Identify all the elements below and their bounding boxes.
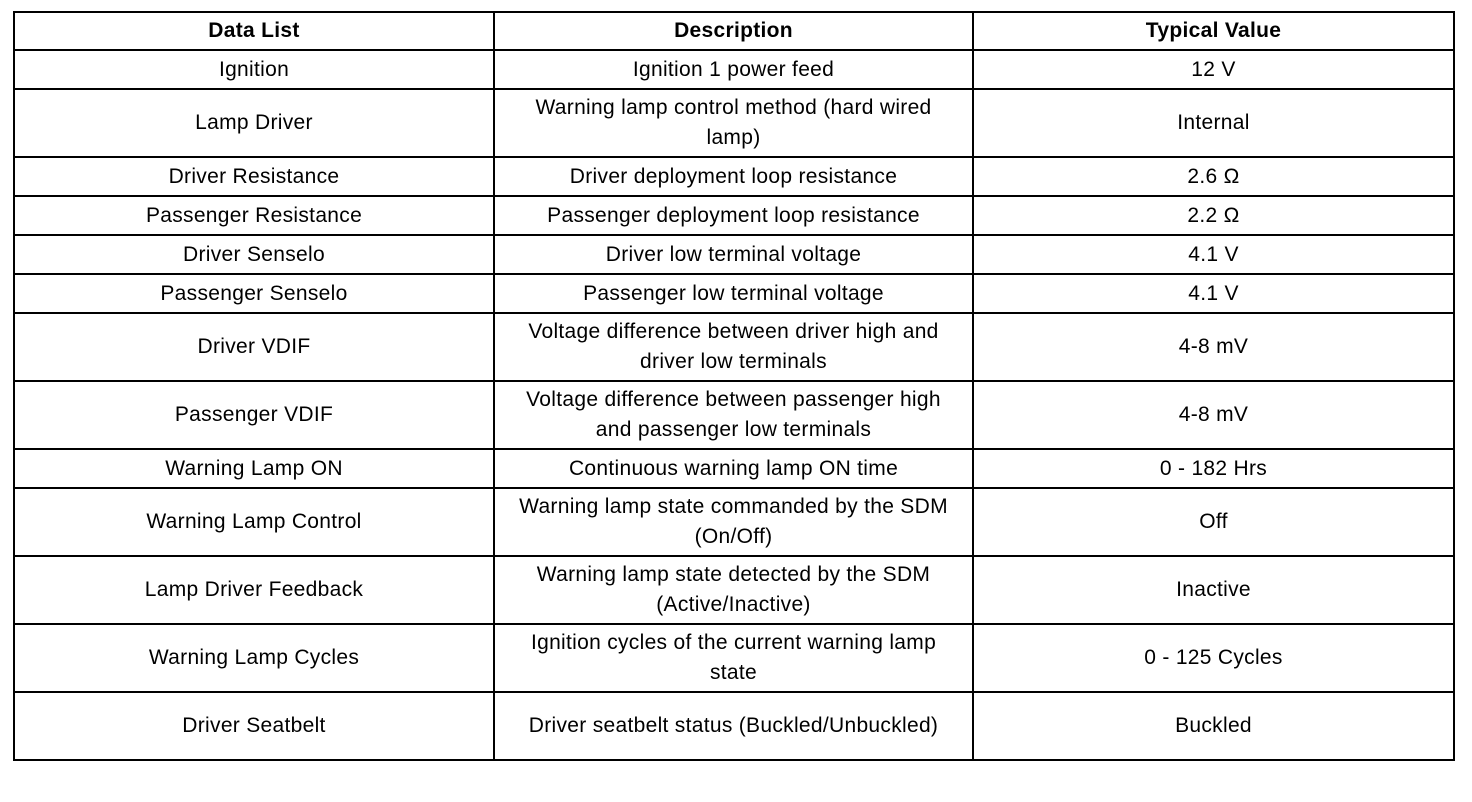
cell-data-list: Warning Lamp Cycles: [14, 624, 494, 692]
table-row: [14, 50, 1454, 89]
header-row: [14, 12, 1454, 50]
cell-typical-value: 4.1 V: [973, 235, 1454, 274]
cell-typical-value: 4-8 mV: [973, 313, 1454, 381]
table-row: [14, 235, 1454, 274]
cell-data-list: Driver Seatbelt: [14, 692, 494, 760]
cell-data-list: Warning Lamp Control: [14, 488, 494, 556]
cell-description: Driver deployment loop resistance: [494, 157, 973, 196]
cell-data-list: Passenger Senselo: [14, 274, 494, 313]
data-list-table: [13, 11, 1455, 761]
table-row: [14, 692, 1454, 760]
cell-data-list: Driver Resistance: [14, 157, 494, 196]
table-row: [14, 556, 1454, 624]
cell-description: Driver low terminal voltage: [494, 235, 973, 274]
cell-data-list: Driver Senselo: [14, 235, 494, 274]
cell-typical-value: Internal: [973, 89, 1454, 157]
cell-typical-value: 4-8 mV: [973, 381, 1454, 449]
cell-description: Passenger low terminal voltage: [494, 274, 973, 313]
cell-data-list: Driver VDIF: [14, 313, 494, 381]
table-row: [14, 274, 1454, 313]
cell-description: Voltage difference between passenger high and passenger low terminals: [494, 381, 973, 449]
table-row: [14, 89, 1454, 157]
cell-description: Voltage difference between driver high and driver low terminals: [494, 313, 973, 381]
header-description: Description: [494, 12, 973, 50]
cell-typical-value: 0 - 125 Cycles: [973, 624, 1454, 692]
cell-typical-value: 12 V: [973, 50, 1454, 89]
cell-typical-value: 2.2 Ω: [973, 196, 1454, 235]
table-row: [14, 381, 1454, 449]
header-typical-value: Typical Value: [973, 12, 1454, 50]
cell-typical-value: 2.6 Ω: [973, 157, 1454, 196]
cell-data-list: Passenger VDIF: [14, 381, 494, 449]
table-row: [14, 449, 1454, 488]
cell-description: Ignition 1 power feed: [494, 50, 973, 89]
cell-description: Warning lamp state commanded by the SDM (On/Off): [494, 488, 973, 556]
table-row: [14, 624, 1454, 692]
table-row: [14, 196, 1454, 235]
cell-typical-value: Buckled: [973, 692, 1454, 760]
header-data-list: Data List: [14, 12, 494, 50]
table-row: [14, 157, 1454, 196]
cell-description: Ignition cycles of the current warning lamp state: [494, 624, 973, 692]
cell-typical-value: Inactive: [973, 556, 1454, 624]
cell-description: Warning lamp state detected by the SDM (Active/Inactive): [494, 556, 973, 624]
cell-typical-value: Off: [973, 488, 1454, 556]
cell-typical-value: 0 - 182 Hrs: [973, 449, 1454, 488]
cell-description: Continuous warning lamp ON time: [494, 449, 973, 488]
table-body: [14, 50, 1454, 760]
table-row: [14, 488, 1454, 556]
table-row: [14, 313, 1454, 381]
cell-data-list: Passenger Resistance: [14, 196, 494, 235]
cell-description: Driver seatbelt status (Buckled/Unbuckled): [494, 692, 973, 760]
cell-description: Passenger deployment loop resistance: [494, 196, 973, 235]
cell-data-list: Ignition: [14, 50, 494, 89]
cell-data-list: Warning Lamp ON: [14, 449, 494, 488]
cell-data-list: Lamp Driver Feedback: [14, 556, 494, 624]
table-header: [14, 12, 1454, 50]
cell-data-list: Lamp Driver: [14, 89, 494, 157]
cell-typical-value: 4.1 V: [973, 274, 1454, 313]
cell-description: Warning lamp control method (hard wired lamp): [494, 89, 973, 157]
